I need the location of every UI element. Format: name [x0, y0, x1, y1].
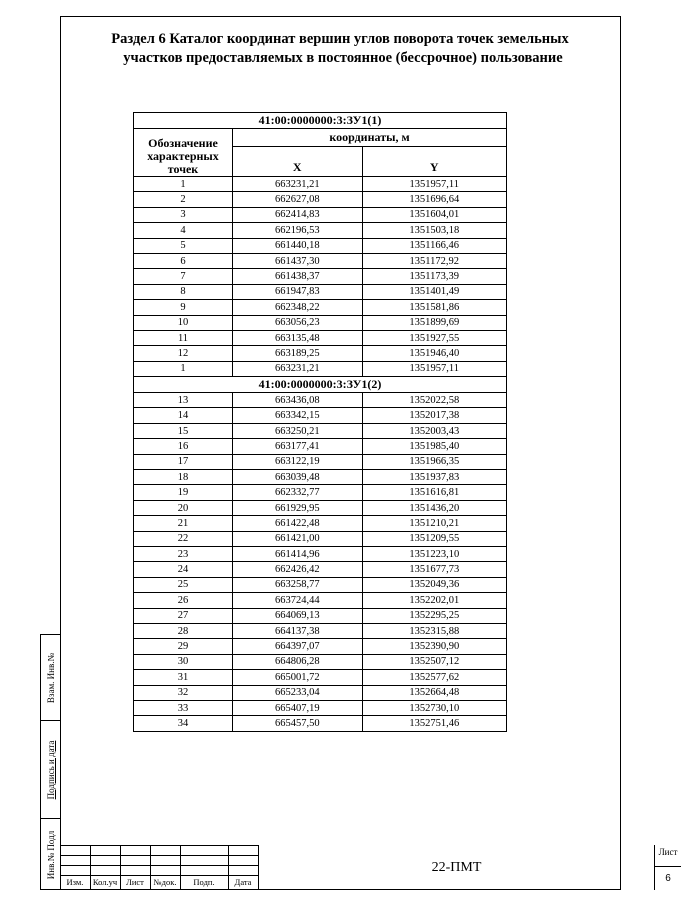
table-row [134, 670, 507, 685]
vzam-label: Взам. Инв.№ [45, 652, 56, 703]
y-value: 1352390,90 [362, 639, 506, 654]
point-number: 12 [134, 346, 233, 361]
y-header: Y [362, 146, 506, 176]
x-header: X [233, 146, 363, 176]
table-row [134, 269, 507, 284]
x-value: 661422,48 [233, 516, 363, 531]
title-block [60, 845, 678, 890]
y-value: 1351985,40 [362, 439, 506, 454]
designation-header-line: Обозначение [148, 136, 218, 150]
table-row [134, 300, 507, 315]
y-value: 1352003,43 [362, 423, 506, 438]
x-value: 664806,28 [233, 654, 363, 669]
section-title-line2: участков предоставляемых в постоянное (бессрочное) пользование [123, 50, 563, 66]
inv-cell [41, 819, 60, 890]
point-number: 23 [134, 546, 233, 561]
table-row [134, 685, 507, 700]
y-value: 1351209,55 [362, 531, 506, 546]
x-value: 662627,08 [233, 192, 363, 207]
x-value: 661421,00 [233, 531, 363, 546]
document-code: 22-ПМТ [258, 845, 655, 890]
point-number: 33 [134, 700, 233, 715]
y-value: 1351581,86 [362, 300, 506, 315]
point-number: 29 [134, 639, 233, 654]
point-number: 3 [134, 207, 233, 222]
table-row [134, 361, 507, 376]
table-row [134, 408, 507, 423]
table-row [134, 700, 507, 715]
table-row [134, 253, 507, 268]
point-number: 5 [134, 238, 233, 253]
point-number: 20 [134, 500, 233, 515]
point-number: 2 [134, 192, 233, 207]
revision-column-label: Лист [126, 877, 144, 887]
x-value: 662348,22 [233, 300, 363, 315]
point-number: 21 [134, 516, 233, 531]
podpis-label: Подпись и дата [45, 740, 56, 799]
x-value: 663724,44 [233, 593, 363, 608]
table-row [134, 546, 507, 561]
x-value: 661414,96 [233, 546, 363, 561]
x-value: 663056,23 [233, 315, 363, 330]
point-number: 15 [134, 423, 233, 438]
y-value: 1351503,18 [362, 223, 506, 238]
table-row [134, 577, 507, 592]
point-number: 16 [134, 439, 233, 454]
point-number: 32 [134, 685, 233, 700]
section-header-row [134, 113, 507, 129]
x-value: 664397,07 [233, 639, 363, 654]
x-value: 662332,77 [233, 485, 363, 500]
point-number: 27 [134, 608, 233, 623]
y-value: 1352315,88 [362, 623, 506, 638]
designation-header-line: точек [167, 162, 199, 176]
x-value: 662426,42 [233, 562, 363, 577]
point-number: 31 [134, 670, 233, 685]
table-row [134, 639, 507, 654]
y-value: 1351223,10 [362, 546, 506, 561]
point-number: 6 [134, 253, 233, 268]
x-value: 663231,21 [233, 177, 363, 192]
point-number: 11 [134, 330, 233, 345]
point-number: 9 [134, 300, 233, 315]
point-number: 28 [134, 623, 233, 638]
designation-header [134, 129, 233, 177]
table-row [134, 207, 507, 222]
y-value: 1351604,01 [362, 207, 506, 222]
coordinates-table [133, 112, 507, 732]
point-number: 17 [134, 454, 233, 469]
y-value: 1351696,64 [362, 192, 506, 207]
revision-column-label: №док. [153, 877, 177, 887]
x-value: 661947,83 [233, 284, 363, 299]
y-value: 1351173,39 [362, 269, 506, 284]
point-number: 4 [134, 223, 233, 238]
y-value: 1351210,21 [362, 516, 506, 531]
y-value: 1352577,62 [362, 670, 506, 685]
y-value: 1351937,83 [362, 470, 506, 485]
x-value: 665001,72 [233, 670, 363, 685]
designation-header-line: характерных [147, 149, 219, 163]
x-value: 662414,83 [233, 207, 363, 222]
table-row [134, 423, 507, 438]
x-value: 661440,18 [233, 238, 363, 253]
table-row [134, 223, 507, 238]
point-number: 18 [134, 470, 233, 485]
y-value: 1351946,40 [362, 346, 506, 361]
x-value: 665457,50 [233, 716, 363, 731]
y-value: 1351166,46 [362, 238, 506, 253]
point-number: 7 [134, 269, 233, 284]
point-number: 13 [134, 393, 233, 408]
y-value: 1352751,46 [362, 716, 506, 731]
y-value: 1351957,11 [362, 177, 506, 192]
point-number: 25 [134, 577, 233, 592]
y-value: 1352507,12 [362, 654, 506, 669]
y-value: 1351616,81 [362, 485, 506, 500]
y-value: 1351957,11 [362, 361, 506, 376]
table-row [134, 284, 507, 299]
y-value: 1351401,49 [362, 284, 506, 299]
sheet-number: 6 [655, 866, 681, 890]
table-row [134, 516, 507, 531]
x-value: 661438,37 [233, 269, 363, 284]
point-number: 24 [134, 562, 233, 577]
table-row [134, 238, 507, 253]
table-row [134, 654, 507, 669]
section-title [78, 30, 608, 68]
y-value: 1352664,48 [362, 685, 506, 700]
table-row [134, 177, 507, 192]
y-value: 1351677,73 [362, 562, 506, 577]
revision-column-labels [60, 875, 258, 890]
binding-strip [40, 634, 60, 890]
revision-column-label: Дата [234, 877, 252, 887]
section-name: 41:00:0000000:3:ЗУ1(2) [134, 377, 507, 393]
x-value: 663436,08 [233, 393, 363, 408]
x-value: 663135,48 [233, 330, 363, 345]
point-number: 22 [134, 531, 233, 546]
x-value: 663039,48 [233, 470, 363, 485]
section-header-row [134, 377, 507, 393]
x-value: 664137,38 [233, 623, 363, 638]
x-value: 662196,53 [233, 223, 363, 238]
x-value: 663231,21 [233, 361, 363, 376]
y-value: 1352049,36 [362, 577, 506, 592]
y-value: 1351966,35 [362, 454, 506, 469]
point-number: 30 [134, 654, 233, 669]
section-title-line1: Раздел 6 Каталог координат вершин углов поворота точек земельных [111, 31, 569, 47]
point-number: 14 [134, 408, 233, 423]
point-number: 10 [134, 315, 233, 330]
point-number: 34 [134, 716, 233, 731]
x-value: 661437,30 [233, 253, 363, 268]
vzam-cell [41, 635, 60, 721]
x-value: 663250,21 [233, 423, 363, 438]
x-value: 665407,19 [233, 700, 363, 715]
sheet-label: Лист [658, 847, 678, 857]
table-row [134, 330, 507, 345]
table-row [134, 716, 507, 731]
table-row [134, 485, 507, 500]
column-header-row [134, 129, 507, 147]
x-value: 663189,25 [233, 346, 363, 361]
table-row [134, 562, 507, 577]
table-row [134, 315, 507, 330]
point-number: 26 [134, 593, 233, 608]
table-row [134, 346, 507, 361]
point-number: 19 [134, 485, 233, 500]
table-row [134, 593, 507, 608]
table-row [134, 470, 507, 485]
table-row [134, 192, 507, 207]
table-row [134, 454, 507, 469]
table-row [134, 608, 507, 623]
y-value: 1352295,25 [362, 608, 506, 623]
point-number: 1 [134, 177, 233, 192]
y-value: 1351172,92 [362, 253, 506, 268]
coords-header: координаты, м [233, 129, 507, 147]
y-value: 1352017,38 [362, 408, 506, 423]
point-number: 1 [134, 361, 233, 376]
x-value: 661929,95 [233, 500, 363, 515]
section-name: 41:00:0000000:3:ЗУ1(1) [134, 113, 507, 129]
x-value: 663258,77 [233, 577, 363, 592]
y-value: 1351899,69 [362, 315, 506, 330]
revision-column-label: Подп. [193, 877, 215, 887]
x-value: 663342,15 [233, 408, 363, 423]
y-value: 1352202,01 [362, 593, 506, 608]
table-row [134, 623, 507, 638]
x-value: 663177,41 [233, 439, 363, 454]
y-value: 1351927,55 [362, 330, 506, 345]
revision-column-label: Изм. [66, 877, 84, 887]
point-number: 8 [134, 284, 233, 299]
y-value: 1352730,10 [362, 700, 506, 715]
table-row [134, 531, 507, 546]
table-row [134, 393, 507, 408]
x-value: 664069,13 [233, 608, 363, 623]
podpis-cell [41, 721, 60, 819]
x-value: 663122,19 [233, 454, 363, 469]
inv-label: Инв.№ Подл [45, 830, 56, 879]
sheet-box [655, 845, 681, 890]
y-value: 1352022,58 [362, 393, 506, 408]
x-value: 665233,04 [233, 685, 363, 700]
table-row [134, 500, 507, 515]
y-value: 1351436,20 [362, 500, 506, 515]
revision-column-label: Кол.уч [92, 877, 118, 887]
table-row [134, 439, 507, 454]
